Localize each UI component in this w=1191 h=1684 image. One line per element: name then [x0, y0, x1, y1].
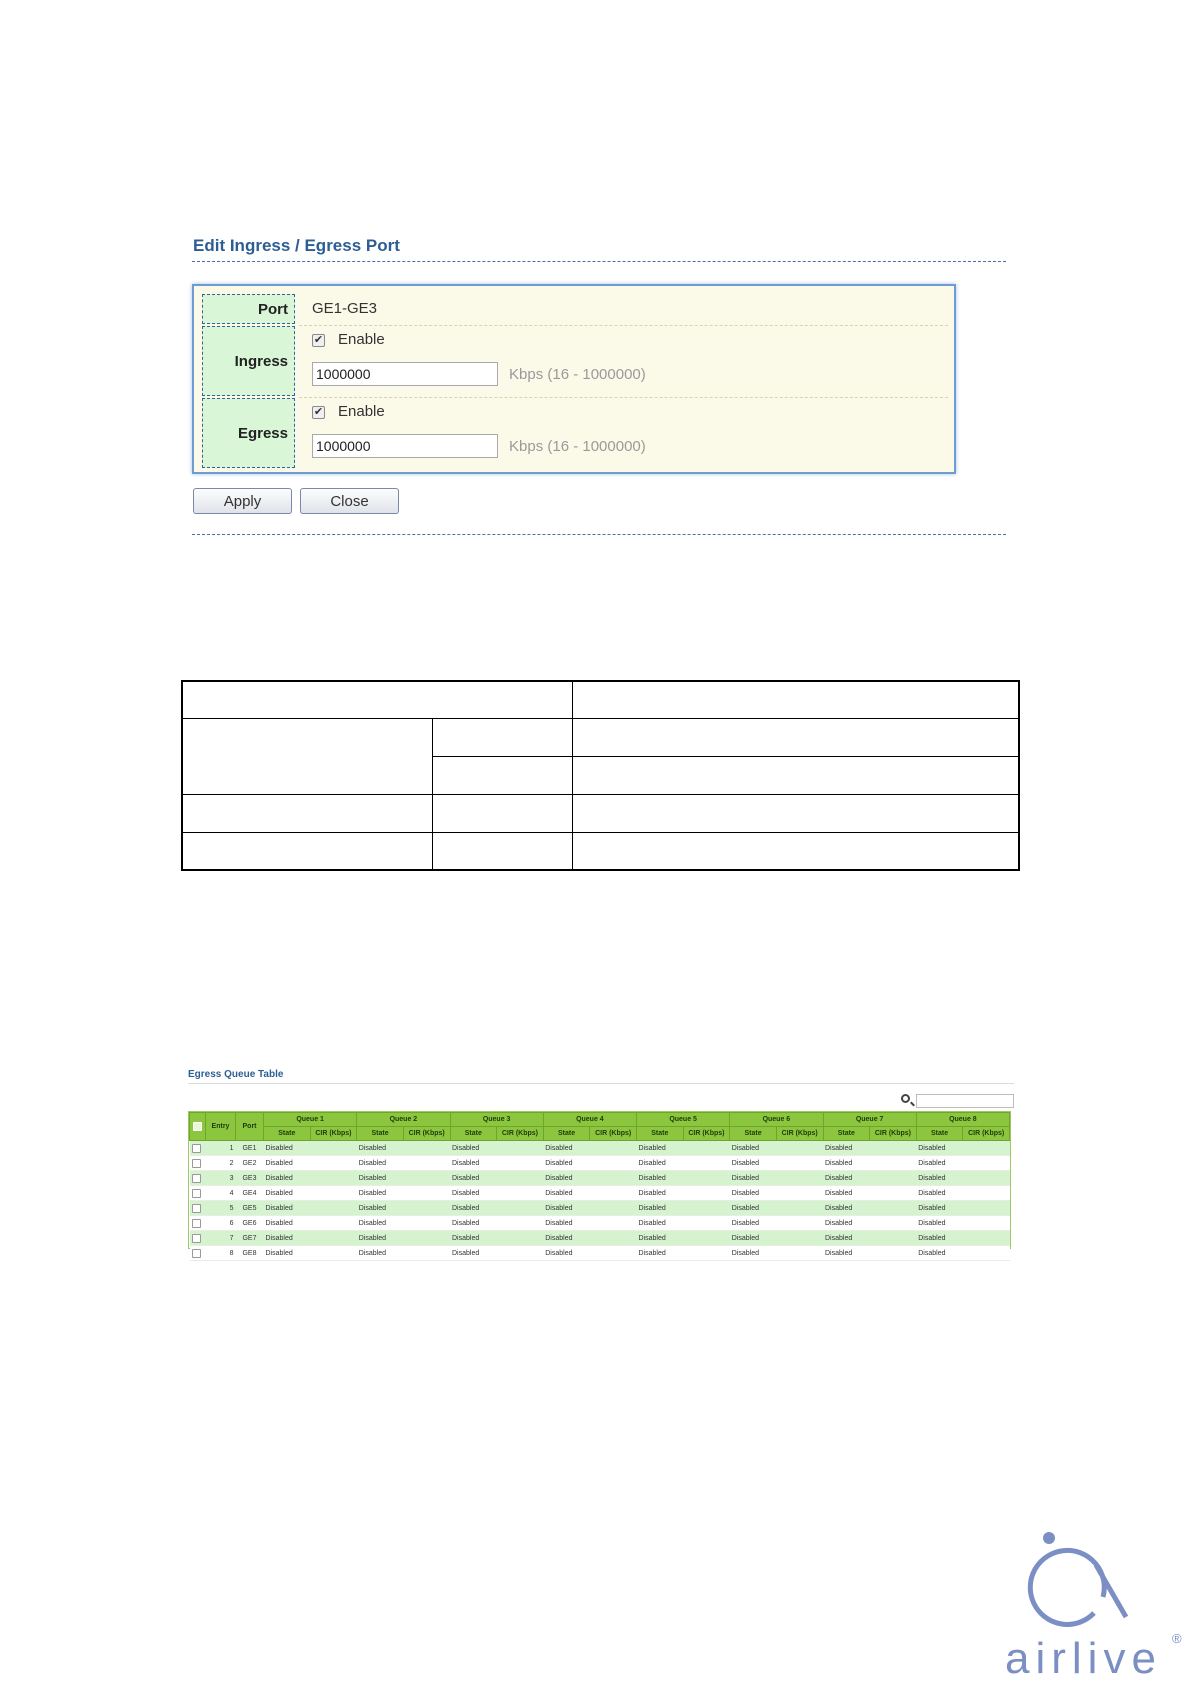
entry-cell: 2 — [206, 1156, 236, 1171]
state-cell: Disabled — [823, 1141, 870, 1156]
state-cell: Disabled — [264, 1156, 311, 1171]
row-checkbox[interactable] — [192, 1219, 201, 1228]
cir-header: CIR (Kbps) — [683, 1127, 730, 1141]
port-cell: GE7 — [236, 1231, 264, 1246]
state-cell: Disabled — [264, 1231, 311, 1246]
cir-cell — [870, 1201, 917, 1216]
state-cell: Disabled — [637, 1186, 684, 1201]
entry-cell: 3 — [206, 1171, 236, 1186]
state-cell: Disabled — [730, 1231, 777, 1246]
state-cell: Disabled — [637, 1216, 684, 1231]
port-cell: GE2 — [236, 1156, 264, 1171]
cir-cell — [310, 1156, 357, 1171]
state-cell: Disabled — [637, 1231, 684, 1246]
cir-cell — [590, 1216, 637, 1231]
cir-cell — [683, 1201, 730, 1216]
state-header: State — [543, 1127, 590, 1141]
ingress-rate-input[interactable] — [312, 362, 498, 386]
logo-arc — [1030, 1550, 1104, 1624]
cir-cell — [776, 1216, 823, 1231]
cir-cell — [683, 1186, 730, 1201]
cir-cell — [963, 1201, 1010, 1216]
search-input[interactable] — [916, 1094, 1014, 1108]
table-rule — [183, 718, 1018, 719]
cir-cell — [497, 1156, 544, 1171]
cir-cell — [683, 1141, 730, 1156]
state-cell: Disabled — [730, 1141, 777, 1156]
state-cell: Disabled — [637, 1246, 684, 1261]
cir-cell — [590, 1156, 637, 1171]
apply-button[interactable]: Apply — [193, 488, 292, 514]
row-select-cell — [190, 1171, 206, 1186]
state-cell: Disabled — [543, 1186, 590, 1201]
cir-cell — [403, 1171, 450, 1186]
bottom-divider — [192, 534, 1006, 535]
state-cell: Disabled — [543, 1246, 590, 1261]
state-cell: Disabled — [637, 1141, 684, 1156]
egress-queue-table — [188, 1111, 1011, 1257]
row-checkbox[interactable] — [192, 1189, 201, 1198]
state-cell: Disabled — [264, 1186, 311, 1201]
cir-cell — [776, 1171, 823, 1186]
state-cell: Disabled — [916, 1246, 963, 1261]
state-cell: Disabled — [637, 1156, 684, 1171]
state-cell: Disabled — [730, 1156, 777, 1171]
state-cell: Disabled — [543, 1231, 590, 1246]
row-select-cell — [190, 1141, 206, 1156]
cir-header: CIR (Kbps) — [403, 1127, 450, 1141]
port-cell: GE3 — [236, 1171, 264, 1186]
state-cell: Disabled — [823, 1156, 870, 1171]
cir-cell — [590, 1141, 637, 1156]
cir-cell — [870, 1186, 917, 1201]
queue-header: Queue 7 — [823, 1113, 916, 1127]
logo-arc — [1096, 1565, 1126, 1617]
table-row[interactable] — [190, 1156, 1010, 1171]
cir-cell — [963, 1186, 1010, 1201]
row-select-cell — [190, 1156, 206, 1171]
cir-cell — [590, 1231, 637, 1246]
cir-cell — [497, 1231, 544, 1246]
state-cell: Disabled — [637, 1201, 684, 1216]
cir-cell — [403, 1246, 450, 1261]
table-rule — [432, 718, 433, 869]
cir-cell — [310, 1216, 357, 1231]
state-cell: Disabled — [357, 1156, 404, 1171]
row-checkbox[interactable] — [192, 1144, 201, 1153]
state-cell: Disabled — [823, 1246, 870, 1261]
state-cell: Disabled — [730, 1216, 777, 1231]
state-cell: Disabled — [264, 1171, 311, 1186]
state-cell: Disabled — [730, 1186, 777, 1201]
state-cell: Disabled — [730, 1201, 777, 1216]
entry-header: Entry — [206, 1113, 236, 1141]
state-cell: Disabled — [916, 1171, 963, 1186]
entry-cell: 7 — [206, 1231, 236, 1246]
cir-cell — [590, 1186, 637, 1201]
state-cell: Disabled — [357, 1216, 404, 1231]
cir-cell — [870, 1216, 917, 1231]
row-select-cell — [190, 1186, 206, 1201]
queue-header: Queue 8 — [916, 1113, 1009, 1127]
state-cell: Disabled — [450, 1186, 497, 1201]
row-select-cell — [190, 1201, 206, 1216]
row-divider — [299, 325, 948, 326]
queue-header: Queue 3 — [450, 1113, 543, 1127]
row-checkbox[interactable] — [192, 1174, 201, 1183]
ingress-enable-checkbox[interactable]: ✔ — [313, 334, 324, 346]
state-cell: Disabled — [357, 1246, 404, 1261]
cir-cell — [776, 1231, 823, 1246]
port-cell: GE5 — [236, 1201, 264, 1216]
cir-cell — [963, 1231, 1010, 1246]
egress-label: Egress — [202, 398, 295, 468]
cir-cell — [590, 1201, 637, 1216]
title-divider — [192, 261, 1006, 262]
port-cell: GE1 — [236, 1141, 264, 1156]
cir-cell — [590, 1246, 637, 1261]
state-cell: Disabled — [264, 1141, 311, 1156]
select-all-header — [190, 1113, 206, 1141]
egress-queue-table-title: Egress Queue Table — [188, 1069, 284, 1080]
cir-header: CIR (Kbps) — [776, 1127, 823, 1141]
state-cell: Disabled — [264, 1216, 311, 1231]
row-select-cell — [190, 1246, 206, 1261]
cir-cell — [590, 1171, 637, 1186]
egress-enable-label: Enable — [338, 403, 385, 420]
state-cell: Disabled — [823, 1201, 870, 1216]
state-cell: Disabled — [357, 1171, 404, 1186]
cir-cell — [310, 1201, 357, 1216]
cir-cell — [683, 1156, 730, 1171]
port-cell: GE8 — [236, 1246, 264, 1261]
state-cell: Disabled — [357, 1141, 404, 1156]
cir-cell — [497, 1171, 544, 1186]
state-cell: Disabled — [357, 1186, 404, 1201]
entry-cell: 1 — [206, 1141, 236, 1156]
state-header: State — [730, 1127, 777, 1141]
table-rule — [183, 794, 1018, 795]
state-cell: Disabled — [450, 1246, 497, 1261]
cir-cell — [403, 1201, 450, 1216]
state-cell: Disabled — [450, 1216, 497, 1231]
cir-cell — [403, 1141, 450, 1156]
entry-cell: 8 — [206, 1246, 236, 1261]
cir-cell — [776, 1156, 823, 1171]
cir-cell — [310, 1141, 357, 1156]
airlive-logo — [1000, 1525, 1185, 1683]
logo-dot — [1043, 1532, 1055, 1544]
state-cell: Disabled — [543, 1201, 590, 1216]
cir-header: CIR (Kbps) — [963, 1127, 1010, 1141]
table-rule — [572, 682, 573, 869]
port-cell: GE4 — [236, 1186, 264, 1201]
state-cell: Disabled — [450, 1141, 497, 1156]
entry-cell: 6 — [206, 1216, 236, 1231]
registered-mark: ® — [1172, 1631, 1182, 1646]
row-select-cell — [190, 1231, 206, 1246]
state-cell: Disabled — [823, 1216, 870, 1231]
state-cell: Disabled — [637, 1171, 684, 1186]
title-divider — [188, 1083, 1014, 1084]
state-header: State — [637, 1127, 684, 1141]
cir-cell — [963, 1141, 1010, 1156]
row-checkbox[interactable] — [192, 1159, 201, 1168]
cir-cell — [776, 1246, 823, 1261]
cir-cell — [497, 1201, 544, 1216]
cir-cell — [403, 1156, 450, 1171]
state-cell: Disabled — [916, 1156, 963, 1171]
state-cell: Disabled — [823, 1231, 870, 1246]
state-cell: Disabled — [543, 1156, 590, 1171]
row-checkbox[interactable] — [192, 1204, 201, 1213]
cir-header: CIR (Kbps) — [310, 1127, 357, 1141]
table-row[interactable] — [190, 1216, 1010, 1231]
edit-port-panel — [192, 284, 956, 474]
cir-cell — [963, 1156, 1010, 1171]
cir-cell — [497, 1141, 544, 1156]
state-header: State — [916, 1127, 963, 1141]
state-cell: Disabled — [264, 1201, 311, 1216]
entry-cell: 4 — [206, 1186, 236, 1201]
state-cell: Disabled — [543, 1171, 590, 1186]
queue-header: Queue 5 — [637, 1113, 730, 1127]
parameter-table — [181, 680, 1020, 871]
cir-cell — [497, 1246, 544, 1261]
cir-cell — [870, 1171, 917, 1186]
port-label: Port — [202, 294, 295, 324]
logo-wordmark: airlive — [1005, 1634, 1162, 1683]
cir-cell — [497, 1186, 544, 1201]
state-cell: Disabled — [823, 1171, 870, 1186]
state-cell: Disabled — [543, 1216, 590, 1231]
queue-header: Queue 2 — [357, 1113, 450, 1127]
cir-cell — [310, 1186, 357, 1201]
state-cell: Disabled — [730, 1171, 777, 1186]
cir-cell — [870, 1141, 917, 1156]
row-checkbox[interactable] — [192, 1249, 201, 1258]
close-button[interactable]: Close — [300, 488, 399, 514]
table-row[interactable] — [190, 1186, 1010, 1201]
cir-cell — [963, 1246, 1010, 1261]
state-header: State — [357, 1127, 404, 1141]
cir-cell — [870, 1246, 917, 1261]
egress-enable-checkbox[interactable]: ✔ — [313, 406, 324, 418]
state-cell: Disabled — [916, 1186, 963, 1201]
search-icon[interactable] — [901, 1094, 910, 1103]
table-row[interactable] — [190, 1246, 1010, 1261]
queue-header: Queue 4 — [543, 1113, 636, 1127]
state-header: State — [823, 1127, 870, 1141]
port-header: Port — [236, 1113, 264, 1141]
row-divider — [299, 397, 948, 398]
port-cell: GE6 — [236, 1216, 264, 1231]
select-all-checkbox[interactable] — [193, 1122, 202, 1131]
row-checkbox[interactable] — [192, 1234, 201, 1243]
table-row[interactable] — [190, 1141, 1010, 1156]
state-cell: Disabled — [450, 1171, 497, 1186]
state-cell: Disabled — [450, 1201, 497, 1216]
state-cell: Disabled — [916, 1231, 963, 1246]
cir-cell — [403, 1186, 450, 1201]
entry-cell: 5 — [206, 1201, 236, 1216]
state-cell: Disabled — [916, 1201, 963, 1216]
state-header: State — [450, 1127, 497, 1141]
ingress-enable-label: Enable — [338, 331, 385, 348]
ingress-rate-hint: Kbps (16 - 1000000) — [509, 366, 646, 383]
row-select-cell — [190, 1216, 206, 1231]
table-rule — [183, 832, 1018, 833]
state-header: State — [264, 1127, 311, 1141]
cir-cell — [963, 1171, 1010, 1186]
cir-cell — [870, 1156, 917, 1171]
egress-rate-input[interactable] — [312, 434, 498, 458]
state-cell: Disabled — [357, 1231, 404, 1246]
table-row[interactable] — [190, 1201, 1010, 1216]
ingress-label: Ingress — [202, 326, 295, 396]
queue-header: Queue 6 — [730, 1113, 823, 1127]
table-row[interactable] — [190, 1231, 1010, 1246]
edit-port-title: Edit Ingress / Egress Port — [193, 236, 400, 255]
table-rule — [432, 756, 1018, 757]
state-cell: Disabled — [916, 1216, 963, 1231]
cir-header: CIR (Kbps) — [497, 1127, 544, 1141]
cir-header: CIR (Kbps) — [590, 1127, 637, 1141]
cir-cell — [403, 1231, 450, 1246]
cir-cell — [310, 1171, 357, 1186]
egress-rate-hint: Kbps (16 - 1000000) — [509, 438, 646, 455]
cir-cell — [497, 1216, 544, 1231]
port-value: GE1-GE3 — [312, 300, 378, 317]
state-cell: Disabled — [264, 1246, 311, 1261]
queue-header: Queue 1 — [264, 1113, 357, 1127]
state-cell: Disabled — [357, 1201, 404, 1216]
state-cell: Disabled — [730, 1246, 777, 1261]
cir-cell — [776, 1186, 823, 1201]
cir-cell — [683, 1231, 730, 1246]
table-row[interactable] — [190, 1171, 1010, 1186]
cir-cell — [776, 1141, 823, 1156]
state-cell: Disabled — [916, 1141, 963, 1156]
cir-cell — [683, 1246, 730, 1261]
cir-cell — [310, 1231, 357, 1246]
state-cell: Disabled — [450, 1156, 497, 1171]
state-cell: Disabled — [823, 1186, 870, 1201]
state-cell: Disabled — [450, 1231, 497, 1246]
cir-cell — [683, 1171, 730, 1186]
cir-cell — [776, 1201, 823, 1216]
cir-cell — [870, 1231, 917, 1246]
cir-cell — [963, 1216, 1010, 1231]
state-cell: Disabled — [543, 1141, 590, 1156]
cir-header: CIR (Kbps) — [870, 1127, 917, 1141]
cir-cell — [403, 1216, 450, 1231]
cir-cell — [310, 1246, 357, 1261]
cir-cell — [683, 1216, 730, 1231]
